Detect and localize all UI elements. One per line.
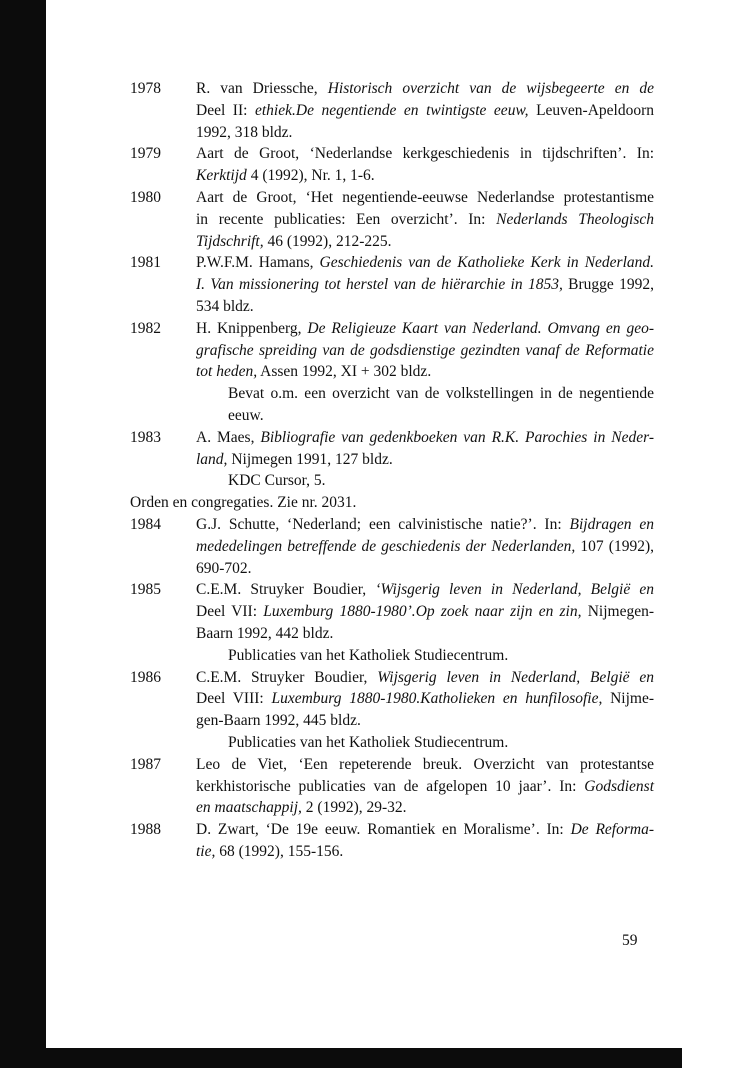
entry-text-run: gen-Baarn 1992, 445 bldz. — [196, 712, 361, 730]
entry-text-run: G.J. Schutte, ‘Nederland; een calvinistische natie?’. In: — [196, 515, 570, 533]
page-number: 59 — [622, 932, 638, 949]
entry-line — [196, 776, 654, 798]
entry-text-run: Brugge 1992, — [562, 276, 654, 294]
entry-text — [196, 514, 654, 579]
entry-line — [196, 165, 654, 187]
entry-line — [196, 601, 654, 623]
entry-text-run: 2 (1992), 29-32. — [301, 799, 407, 817]
bibliography-entry — [130, 819, 654, 863]
entry-text-run: Deel VII: — [196, 603, 264, 621]
bibliography-entry — [130, 754, 654, 819]
entry-text-run: A. Maes, — [196, 428, 261, 446]
entry-text — [196, 187, 654, 252]
entry-line — [196, 449, 654, 471]
entry-text-run: Deel II: — [196, 101, 255, 119]
italic-title: Op zoek naar zijn en zin, — [415, 603, 582, 621]
italic-title: tot heden, — [196, 363, 258, 381]
entry-number: 1981 — [130, 254, 161, 272]
italic-title: mededelingen betreffende de geschiedenis der Nederlanden, — [196, 537, 576, 555]
entry-text-run: R. van Driessche, — [196, 80, 328, 97]
entry-line — [196, 122, 654, 144]
entry-text — [196, 318, 654, 427]
entry-text-run: Assen 1992, XI + 302 bldz. — [257, 363, 432, 381]
italic-title: Luxemburg 1880-1980. — [271, 690, 421, 708]
italic-title: Katholieken en hunfilosofie, — [420, 690, 603, 708]
italic-title: tie, — [196, 842, 216, 860]
entry-text-run: Baarn 1992, 442 bldz. — [196, 624, 334, 642]
entry-line — [196, 688, 654, 710]
italic-title: De Religieuze Kaart van Nederland. Omvang en geo- — [307, 319, 655, 337]
italic-title: ‘Wijsgerig leven in Nederland, België en — [375, 581, 654, 599]
entry-line — [196, 143, 654, 165]
entry-text-run: C.E.M. Struyker Boudier, — [196, 581, 376, 599]
entry-line — [196, 383, 654, 405]
entry-number: 1979 — [130, 145, 161, 163]
entry-line — [196, 732, 654, 754]
cross-reference-entry — [130, 492, 654, 514]
entry-number: 1985 — [130, 581, 161, 599]
entry-text-run: KDC Cursor, 5. — [228, 472, 326, 490]
entry-text-run: 534 bldz. — [196, 297, 254, 315]
entry-line — [196, 579, 654, 601]
scan-left-border — [0, 0, 46, 1068]
entry-text — [196, 667, 654, 754]
bibliography-entry — [130, 187, 654, 252]
entry-text-run: Publicaties van het Katholiek Studiecentrum. — [228, 646, 509, 664]
entry-line — [196, 296, 654, 318]
italic-title: Nederlands Theologisch — [496, 210, 654, 228]
entry-text-run: 68 (1992), 155-156. — [215, 842, 344, 860]
entry-line — [196, 231, 654, 253]
entry-text-run: Aart de Groot, ‘Het negentiende-eeuwse Nederlandse protestantisme — [196, 188, 654, 206]
entry-text-run: Nijmegen 1991, 127 bldz. — [227, 450, 393, 468]
entry-text-run: 4 (1992), Nr. 1, 1-6. — [246, 167, 375, 185]
entry-text-run: kerkhistorische publicaties van de afgelopen 10 jaar’. In: — [196, 777, 585, 795]
italic-title: Wijsgerig leven in Nederland, België en — [377, 668, 654, 686]
italic-title: land, — [196, 450, 228, 468]
bibliography-entry — [130, 514, 654, 579]
entry-line — [196, 187, 654, 209]
bibliography-entry — [130, 427, 654, 492]
entry-line — [196, 536, 654, 558]
italic-title: en maatschappij, — [196, 799, 302, 817]
entry-text-run: Nijme- — [602, 690, 654, 708]
entry-text-run: eeuw. — [228, 406, 264, 424]
entry-text-run: in recente publicaties: Een overzicht’. In: — [196, 210, 497, 228]
entry-line — [196, 318, 654, 340]
entry-text-run: 46 (1992), 212-225. — [263, 232, 392, 250]
italic-title: Kerktijd — [196, 167, 247, 185]
entry-line — [196, 361, 654, 383]
entry-line — [196, 645, 654, 667]
italic-title: Godsdienst — [584, 777, 654, 795]
entry-text — [196, 819, 654, 863]
entry-text-run: 107 (1992), — [575, 537, 654, 555]
entry-text-run: 690-702. — [196, 559, 252, 577]
scan-bottom-border — [46, 1048, 682, 1068]
entry-line — [196, 340, 654, 362]
entry-line — [196, 514, 654, 536]
entry-text-run: Publicaties van het Katholiek Studiecentrum. — [228, 733, 509, 751]
entry-text-run: C.E.M. Struyker Boudier, — [196, 668, 378, 686]
italic-title: grafische spreiding van de godsdienstige gezindten vanaf de Reformatie — [196, 341, 654, 359]
entry-line — [196, 623, 654, 645]
entry-line — [196, 558, 654, 580]
entry-line — [130, 492, 654, 514]
entry-text — [196, 143, 654, 187]
entry-number: 1986 — [130, 668, 161, 686]
bibliography-list — [130, 78, 654, 863]
entry-line — [196, 754, 654, 776]
entry-line — [196, 100, 654, 122]
entry-line — [196, 797, 654, 819]
entry-number: 1984 — [130, 515, 161, 533]
bibliography-entry — [130, 667, 654, 754]
entry-text-run: Bevat o.m. een overzicht van de volkstellingen in de negentiende — [228, 385, 654, 403]
bibliography-entry — [130, 143, 654, 187]
entry-text-run: 1992, 318 bldz. — [196, 123, 293, 141]
bibliography-entry — [130, 579, 654, 666]
entry-text-run: D. Zwart, ‘De 19e eeuw. Romantiek en Moralisme’. In: — [196, 821, 571, 839]
entry-text-run: H. Knippenberg, — [196, 319, 308, 337]
entry-number: 1983 — [130, 428, 161, 446]
entry-text-run: Aart de Groot, ‘Nederlandse kerkgeschiedenis in tijdschriften’. In: — [196, 145, 654, 163]
entry-line — [196, 710, 654, 732]
entry-number: 1988 — [130, 821, 161, 839]
entry-number: 1987 — [130, 755, 161, 773]
italic-title: I. Van missionering tot herstel van de hiërarchie in 1853, — [196, 276, 563, 294]
entry-line — [196, 78, 654, 100]
entry-line — [196, 405, 654, 427]
bibliography-entry — [130, 252, 654, 317]
italic-title: Bijdragen en — [569, 515, 654, 533]
entry-text-run: Leo de Viet, ‘Een repeterende breuk. Overzicht van protestantse — [196, 755, 654, 773]
italic-title: Tijdschrift, — [196, 232, 264, 250]
entry-text — [196, 78, 654, 143]
bibliography-entry — [130, 78, 654, 143]
entry-number: 1980 — [130, 188, 161, 206]
italic-title: Geschiedenis van de Katholieke Kerk in Nederland. — [319, 254, 655, 272]
entry-text-run: Leuven-Apeldoorn — [528, 101, 654, 119]
italic-title: Historisch overzicht van de wijsbegeerte en de — [327, 80, 654, 97]
entry-line — [196, 427, 654, 449]
bibliography-entry — [130, 318, 654, 427]
entry-text — [196, 427, 654, 492]
entry-number: 1978 — [130, 80, 161, 97]
entry-line — [196, 841, 654, 863]
entry-text-run: Deel VIII: — [196, 690, 272, 708]
entry-number: 1982 — [130, 319, 161, 337]
italic-title: De Reforma- — [570, 821, 654, 839]
entry-text-run: P.W.F.M. Hamans, — [196, 254, 320, 272]
entry-text-run: Nijmegen- — [581, 603, 654, 621]
entry-text-run: Orden en congregaties. Zie nr. 2031. — [130, 494, 357, 512]
italic-title: De negentiende en twintigste eeuw, — [295, 101, 529, 119]
entry-line — [196, 470, 654, 492]
italic-title: Luxemburg 1880-1980’. — [263, 603, 416, 621]
entry-line — [196, 667, 654, 689]
italic-title: Bibliografie van gedenkboeken van R.K. Parochies in Neder- — [260, 428, 654, 446]
italic-title: ethiek. — [254, 101, 296, 119]
entry-line — [196, 209, 654, 231]
entry-line — [196, 252, 654, 274]
entry-text — [196, 579, 654, 666]
entry-text — [196, 252, 654, 317]
entry-line — [196, 819, 654, 841]
entry-line — [196, 274, 654, 296]
entry-text — [196, 754, 654, 819]
